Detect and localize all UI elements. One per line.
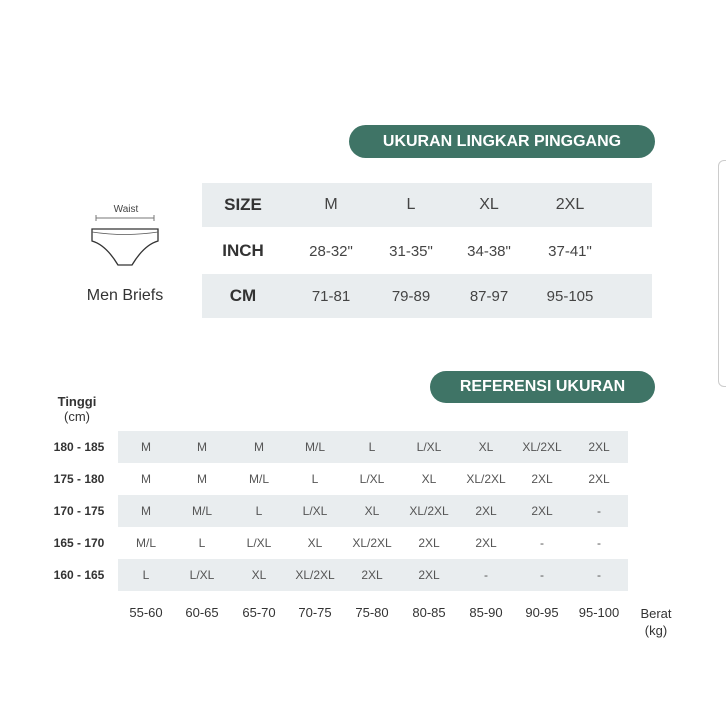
size-cell: XL: [478, 440, 494, 454]
row-header: SIZE: [224, 195, 262, 214]
height-range-label: 160 - 165: [53, 568, 105, 582]
reference-title: REFERENSI UKURAN: [459, 378, 626, 395]
table-cell: 95-105: [546, 287, 594, 305]
size-cell: 2XL: [418, 536, 440, 550]
weight-range-label: 55-60: [129, 605, 163, 620]
scrollbar[interactable]: [718, 160, 726, 387]
height-range-label: 170 - 175: [53, 504, 105, 518]
size-cell: -: [540, 536, 544, 550]
size-cell: M: [141, 440, 151, 454]
reference-table-row: [118, 495, 628, 527]
size-cell: M: [197, 440, 207, 454]
table-cell: 34-38": [467, 242, 511, 260]
size-cell: M: [141, 472, 151, 486]
size-cell: XL/2XL: [466, 472, 506, 486]
size-cell: XL: [307, 536, 323, 550]
table-cell: 2XL: [555, 196, 585, 213]
size-cell: L: [311, 472, 319, 486]
size-cell: L: [368, 440, 376, 454]
size-cell: 2XL: [475, 536, 497, 550]
size-cell: XL: [251, 568, 267, 582]
size-cell: L/XL: [302, 504, 328, 518]
size-cell: M/L: [191, 504, 213, 518]
size-cell: M: [141, 504, 151, 518]
waist-size-title-badge: [349, 125, 655, 158]
weight-range-label: 75-80: [355, 605, 389, 620]
weight-range-label: 60-65: [185, 605, 219, 620]
size-cell: XL/2XL: [522, 440, 562, 454]
size-cell: M/L: [135, 536, 157, 550]
height-range-label: 175 - 180: [53, 472, 105, 486]
size-cell: L/XL: [359, 472, 385, 486]
size-cell: XL: [421, 472, 437, 486]
size-cell: XL/2XL: [295, 568, 335, 582]
size-cell: -: [484, 568, 488, 582]
table-cell: 71-81: [311, 287, 351, 305]
size-cell: L: [255, 504, 263, 518]
size-cell: M: [254, 440, 264, 454]
weight-range-label: 65-70: [242, 605, 276, 620]
weight-label-line1: Berat: [640, 606, 672, 621]
reference-table-row: [118, 431, 628, 463]
height-range-label: 180 - 185: [53, 440, 105, 454]
size-cell: -: [597, 536, 601, 550]
product-label: Men Briefs: [86, 287, 164, 304]
size-cell: 2XL: [475, 504, 497, 518]
height-axis-label: [52, 394, 102, 424]
briefs-icon: [86, 215, 166, 275]
table-cell: 37-41": [548, 242, 592, 260]
size-cell: 2XL: [588, 440, 610, 454]
table-cell: XL: [479, 196, 499, 213]
size-cell: 2XL: [361, 568, 383, 582]
weight-range-label: 85-90: [469, 605, 503, 620]
waist-table-row: [202, 183, 652, 227]
table-cell: 79-89: [391, 287, 431, 305]
waist-table-row: [202, 274, 652, 318]
size-cell: L/XL: [189, 568, 215, 582]
waist-label: Waist: [113, 204, 139, 215]
weight-range-label: 70-75: [298, 605, 332, 620]
height-label-line2: (cm): [64, 409, 90, 424]
reference-table-row: [118, 527, 628, 559]
waist-size-title: UKURAN LINGKAR PINGGANG: [382, 132, 622, 150]
height-range-label: 165 - 170: [53, 536, 105, 550]
weight-range-label: 80-85: [412, 605, 446, 620]
row-header: CM: [229, 286, 257, 305]
size-cell: 2XL: [531, 504, 553, 518]
table-cell: M: [324, 196, 338, 213]
size-cell: L: [142, 568, 150, 582]
weight-range-label: 90-95: [525, 605, 559, 620]
size-cell: -: [597, 568, 601, 582]
height-label-line1: Tinggi: [57, 394, 97, 409]
waist-table-row: [202, 229, 652, 273]
size-cell: L/XL: [416, 440, 442, 454]
size-cell: 2XL: [588, 472, 610, 486]
size-cell: M: [197, 472, 207, 486]
size-cell: M/L: [248, 472, 270, 486]
size-cell: 2XL: [418, 568, 440, 582]
size-cell: -: [597, 504, 601, 518]
table-cell: L: [406, 196, 416, 213]
size-cell: XL: [364, 504, 380, 518]
weight-label-line2: (kg): [644, 623, 668, 638]
size-cell: XL/2XL: [409, 504, 449, 518]
size-cell: -: [540, 568, 544, 582]
table-cell: 31-35": [389, 242, 433, 260]
weight-axis-label: [636, 605, 676, 639]
weight-range-label: 95-100: [578, 605, 620, 620]
size-cell: XL/2XL: [352, 536, 392, 550]
briefs-illustration: [86, 204, 166, 280]
size-cell: M/L: [304, 440, 326, 454]
reference-table-row: [118, 559, 628, 591]
reference-title-badge: [430, 371, 655, 403]
reference-table-row: [118, 463, 628, 495]
row-header: INCH: [222, 241, 264, 260]
size-cell: 2XL: [531, 472, 553, 486]
size-cell: L/XL: [246, 536, 272, 550]
table-cell: 28-32": [309, 242, 353, 260]
table-cell: 87-97: [469, 287, 509, 305]
size-cell: L: [198, 536, 206, 550]
